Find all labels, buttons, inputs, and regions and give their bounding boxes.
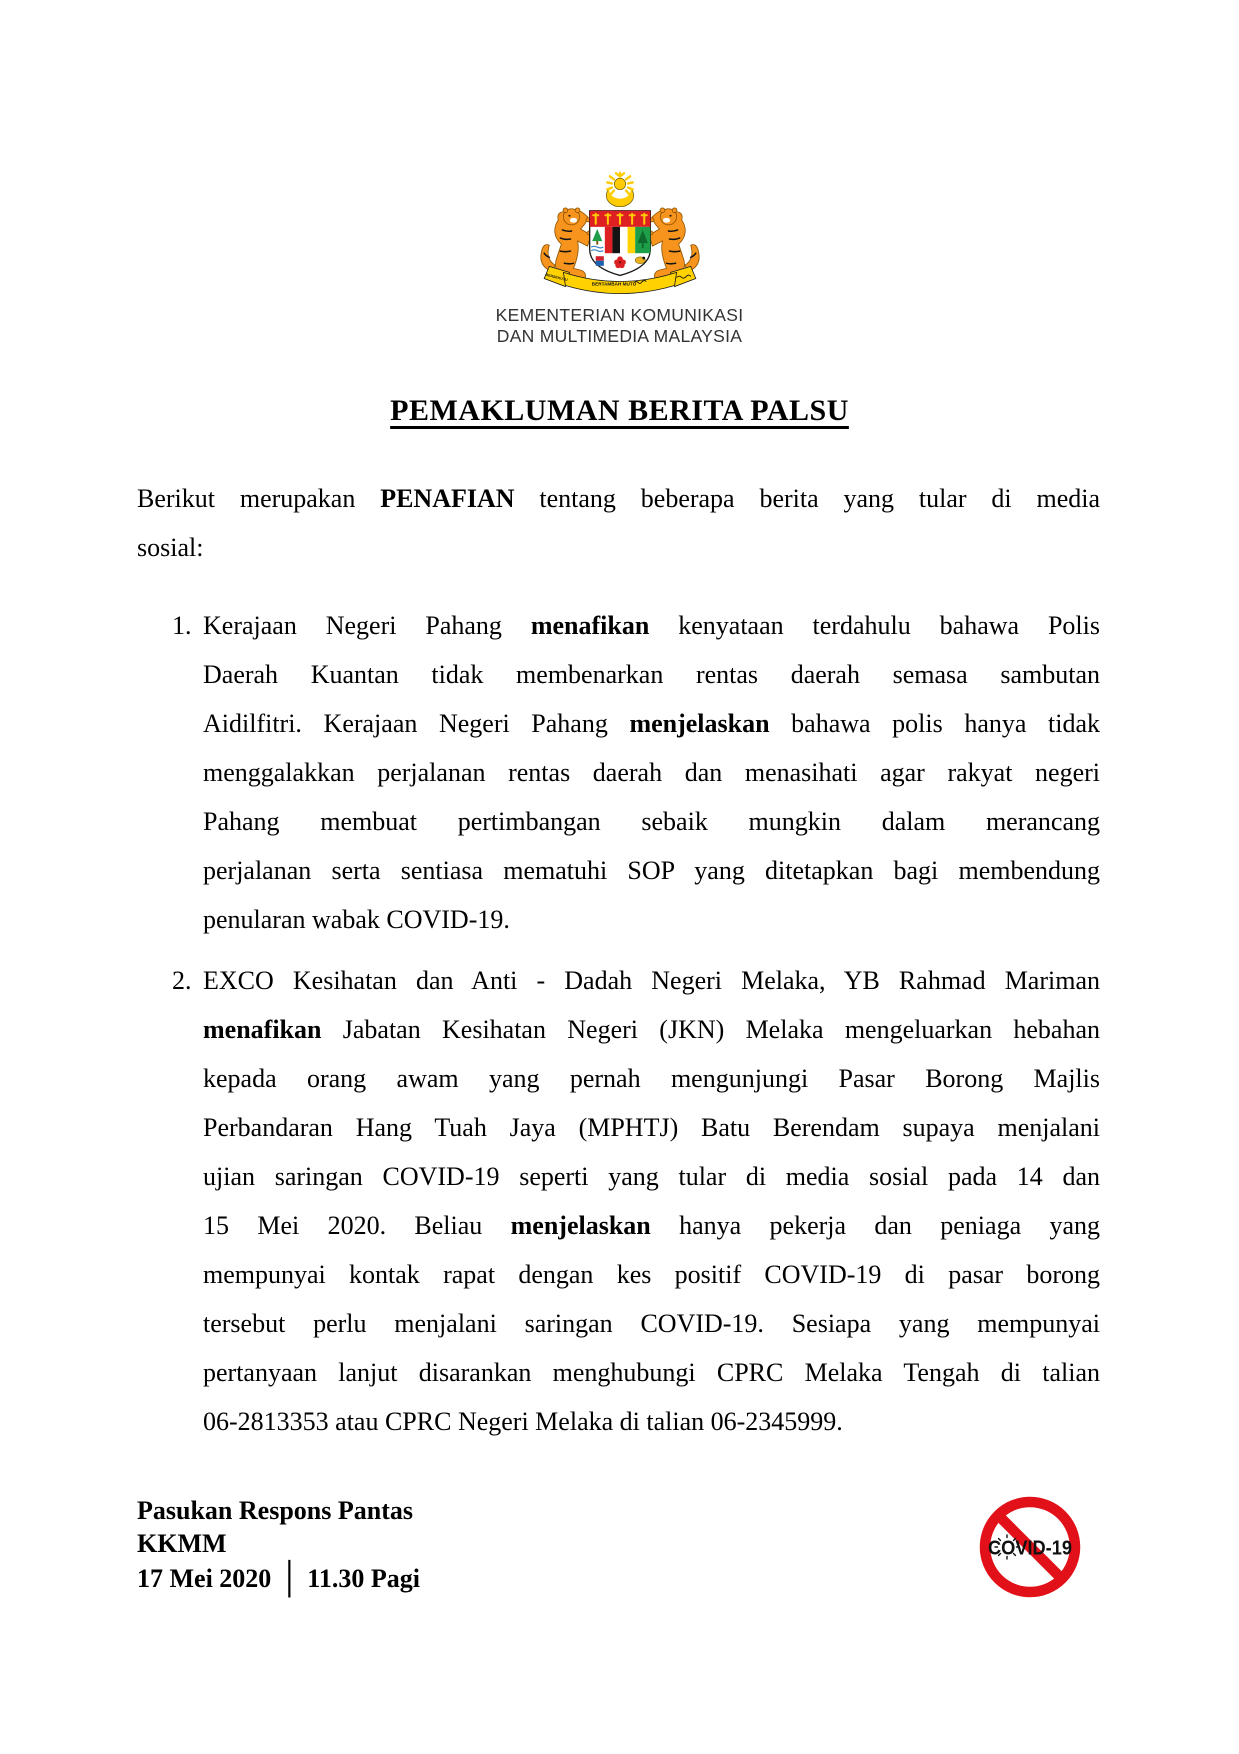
date-time-line bbox=[137, 1560, 420, 1595]
response-team-name: Pasukan Respons Pantas bbox=[137, 1496, 413, 1525]
organization-abbreviation: KKMM bbox=[137, 1529, 227, 1558]
shield bbox=[589, 211, 650, 276]
ministry-name-line2: DAN MULTIMEDIA MALAYSIA bbox=[496, 326, 743, 346]
date-text: 17 Mei 2020 bbox=[137, 1564, 272, 1593]
crescent-and-star-icon bbox=[606, 173, 633, 207]
no-covid19-stamp-icon bbox=[977, 1494, 1083, 1600]
list-item-2-text: EXCO Kesihatan dan Anti - Dadah Negeri Melaka, YB Rahmad Mariman menafikan Jabatan Kesihatan Negeri (JKN) Melaka mengeluarkan hebahan kepada orang awam yang pernah mengunjungi Pasar Borong Majlis Perbandaran Hang Tuah Jaya (MPHTJ) Batu Berendam supaya menjalani ujian saringan COVID-19 seperti yang tular di media sosial pada 14 dan 15 Mei 2020. Beliau menjelaskan hanya pekerja dan peniaga yang mempunyai kontak rapat dengan kes positif COVID-19 di pasar borong tersebut perlu menjalani saringan COVID-19. Sesiapa yang mempunyai pertanyaan lanjut disarankan menghubungi CPRC Melaka Tengah di talian 06-2813353 atau CPRC Negeri Melaka di talian 06-2345999. bbox=[203, 966, 1100, 1436]
list-item-2 bbox=[137, 956, 1100, 1446]
stamp-label: COVID-19 bbox=[988, 1537, 1072, 1560]
list-item-1-text: Kerajaan Negeri Pahang menafikan kenyataan terdahulu bahawa Polis Daerah Kuantan tidak membenarkan rentas daerah semasa sambutan Aidilfitri. Kerajaan Negeri Pahang menjelaskan bahawa polis hanya tidak menggalakkan perjalanan rentas daerah dan menasihati agar rakyat negeri Pahang membuat pertimbangan sebaik mungkin dalam merancang perjalanan serta sentiasa mematuhi SOP yang ditetapkan bagi membendung penularan wabak COVID-19. bbox=[203, 611, 1100, 934]
list-item-2-number: 2. bbox=[172, 966, 192, 995]
document-header bbox=[0, 170, 1239, 347]
list-item-1 bbox=[137, 601, 1100, 944]
svg-text:BERSEKUTU: BERSEKUTU bbox=[544, 272, 568, 283]
document-title: PEMAKLUMAN BERITA PALSU bbox=[390, 394, 849, 427]
list-item-1-number: 1. bbox=[172, 611, 192, 640]
sabah-emblem bbox=[595, 256, 603, 266]
vertical-bar-separator: │ bbox=[278, 1560, 301, 1595]
melaka-panel bbox=[635, 227, 650, 253]
sarawak-hornbill bbox=[635, 257, 645, 264]
document-body bbox=[137, 474, 1100, 1446]
tiger-eye-left bbox=[568, 215, 570, 217]
footer-signature-block bbox=[137, 1494, 420, 1595]
ministry-name-line1: KEMENTERIAN KOMUNIKASI bbox=[495, 305, 744, 325]
time-text: 11.30 Pagi bbox=[307, 1564, 420, 1593]
svg-text:BERTAMBAH MUTU: BERTAMBAH MUTU bbox=[591, 281, 636, 287]
malaysia-coat-of-arms-logo bbox=[527, 170, 713, 300]
intro-paragraph: Berikut merupakan PENAFIAN tentang beberapa berita yang tular di media sosial: bbox=[137, 484, 1100, 562]
